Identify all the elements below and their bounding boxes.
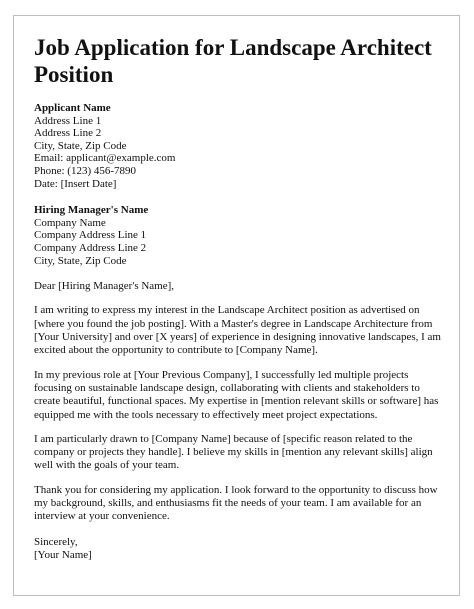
applicant-block	[34, 102, 443, 190]
body-paragraph-2: In my previous role at [Your Previous Company], I successfully led multiple projects focusing on sustainable landscape design, collaborating with clients and stakeholders to create beautiful, functional spaces. My expertise in [mention relevant skills or software] has equipped me with the tools necessary to effectively meet project expectations.	[34, 368, 439, 421]
letter-page	[13, 15, 460, 596]
company-address-line-2: Company Address Line 2	[34, 241, 147, 254]
closing: Sincerely,	[34, 535, 78, 548]
hiring-manager-name: Hiring Manager's Name	[34, 204, 149, 217]
applicant-name: Applicant Name	[34, 102, 111, 114]
company-name: Company Name	[34, 216, 106, 229]
applicant-address-line-1: Address Line 1	[34, 114, 102, 127]
company-address-line-1: Company Address Line 1	[34, 229, 147, 242]
applicant-phone: Phone: (123) 456-7890	[34, 164, 137, 177]
signature-name: [Your Name]	[34, 548, 92, 561]
applicant-address-line-2: Address Line 2	[34, 127, 102, 140]
signoff-block	[34, 536, 443, 563]
body-paragraph-4: Thank you for considering my application. I look forward to the opportunity to discuss how my background, skills, and enthusiasms fit the needs of your team. I am available for an interview at your convenience.	[34, 483, 438, 523]
applicant-city-state-zip: City, State, Zip Code	[34, 139, 127, 152]
letter-title: Job Application for Landscape Architect Position	[34, 35, 432, 87]
body-paragraph-3: I am particularly drawn to [Company Name] because of [specific reason related to the company or projects they handle]. I believe my skills in [mention any relevant skills] align well with the goals of your team.	[34, 432, 433, 472]
applicant-email: Email: applicant@example.com	[34, 152, 176, 165]
hiring-manager-block	[34, 204, 443, 267]
body-paragraph-1: I am writing to express my interest in the Landscape Architect position as advertised on [where you found the job posting]. With a Master's degree in Landscape Architecture from [Your University] and over [X years] of experience in designing innovative landscapes, I am excited about the opportunity to contribute to [Company Name].	[34, 304, 441, 357]
letter-date: Date: [Insert Date]	[34, 177, 117, 190]
salutation: Dear [Hiring Manager's Name],	[34, 280, 175, 293]
company-city-state-zip: City, State, Zip Code	[34, 254, 127, 267]
